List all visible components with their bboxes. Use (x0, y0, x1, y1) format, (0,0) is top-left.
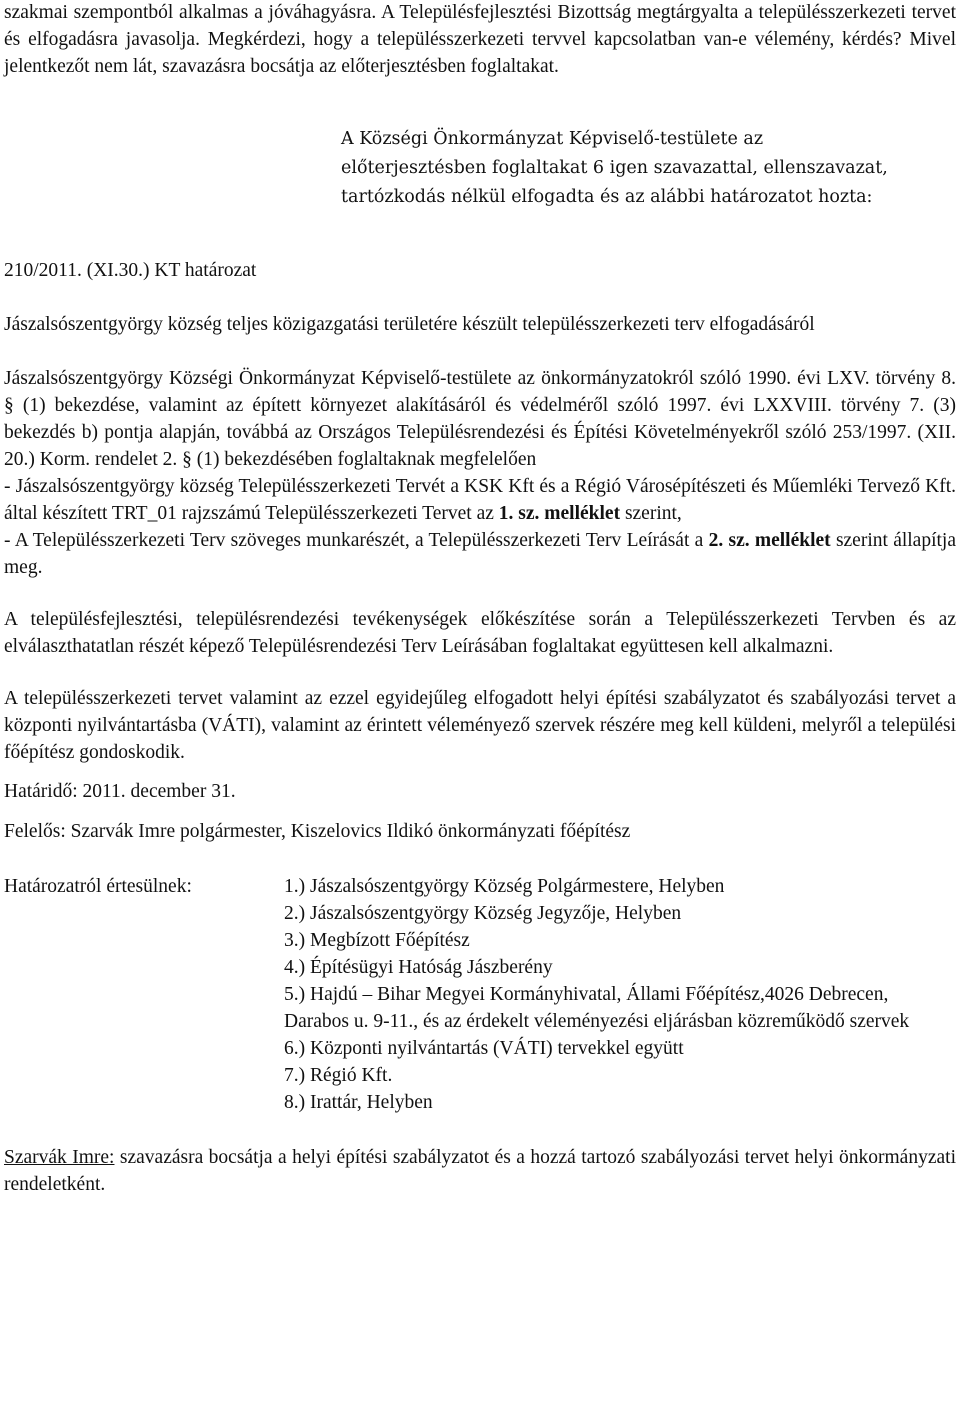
decision-body (4, 365, 956, 581)
decision-item-1: - Jászalsószentgyörgy község Településszerkezeti Tervét a KSK Kft és a Régió Városépítészeti és Műemléki Tervező Kft. által készített TRT_01 rajzszámú Településszerkezeti Tervet az 1. sz. melléklet szerint, (4, 476, 956, 524)
list-item: 3.) Megbízott Főépítész (284, 930, 470, 951)
list-item: 1.) Jászalsószentgyörgy Község Polgármestere, Helyben (284, 876, 725, 897)
deadline: Határidő: 2011. december 31. (4, 781, 236, 802)
decision-subject: Jászalsószentgyörgy község teljes közigazgatási területére készült településszerkezeti terv elfogadásáról (4, 314, 815, 335)
annex-2-ref: 2. sz. melléklet (708, 530, 831, 551)
closing-text: szavazásra bocsátja a helyi építési szabályzatot és a hozzá tartozó szabályozási tervet helyi önkormányzati rendeletként. (4, 1147, 956, 1195)
decision-number: 210/2011. (XI.30.) KT határozat (4, 260, 257, 281)
closing-paragraph (4, 1144, 956, 1198)
list-item: 5.) Hajdú – Bihar Megyei Kormányhivatal, Állami Főépítész,4026 Debrecen, Darabos u. 9-11., és az érdekelt véleményezési eljárásban közreműködő szervek (284, 984, 910, 1032)
annex-1-ref: 1. sz. melléklet (498, 503, 621, 524)
decision-preamble: Jászalsószentgyörgy Községi Önkormányzat Képviselő-testülete az önkormányzatokról szóló 1990. évi LXV. törvény 8. § (1) bekezdése, valamint az épített környezet alakításáról és védelméről szóló 1997. évi LXXVIII. törvény 7. (3) bekezdés b) pontja alapján, továbbá az Országos Településrendezési és Építési Követelményekről szóló 253/1997. (XII. 20.) Korm. rendelet 2. § (1) bekezdésében foglaltaknak megfelelően (4, 368, 956, 470)
document-page (4, 0, 956, 1198)
intro-text: A Településfejlesztési Bizottság megtárgyalta a településszerkezeti tervet és elfogadásra javasolja. Megkérdezi, hogy a településszerkezeti tervvel kapcsolatban van-e vélemény, kérdés? Mivel jelentkezőt nem lát, szavazásra bocsátja az előterjesztésben foglaltakat. (4, 2, 956, 77)
recipients-block (4, 873, 956, 1116)
intro-line-start: szakmai szempontból alkalmas a jóváhagyásra. (4, 2, 381, 23)
list-item: 7.) Régió Kft. (284, 1065, 393, 1086)
recipients-label: Határozatról értesülnek: (4, 876, 192, 897)
decision-item-2: - A Településszerkezeti Terv szöveges munkarészét, a Településszerkezeti Terv Leírását a 2. sz. melléklet szerint állapítja meg. (4, 530, 956, 578)
responsible: Felelős: Szarvák Imre polgármester, Kiszelovics Ildikó önkormányzati főépítész (4, 821, 631, 842)
intro-paragraph (4, 0, 956, 80)
list-item: 6.) Központi nyilvántartás (VÁTI) tervekkel együtt (284, 1038, 684, 1059)
list-item: 2.) Jászalsószentgyörgy Község Jegyzője, Helyben (284, 903, 682, 924)
vote-result: A Községi Önkormányzat Képviselő-testülete az előterjesztésben foglaltakat 6 igen szavazattal, ellenszavazat, tartózkodás nélkül elfogadta és az alábbi határozatot hozta: (341, 129, 888, 207)
submission-paragraph: A településszerkezeti tervet valamint az ezzel egyidejűleg elfogadott helyi építési szabályzatot és szabályozási tervet a központi nyilvántartásba (VÁTI), valamint az érintett véleményező szervek részére meg kell küldeni, melyről a települési főépítész gondoskodik. (4, 688, 956, 763)
list-item: 8.) Irattár, Helyben (284, 1092, 433, 1113)
application-paragraph: A településfejlesztési, településrendezési tevékenységek előkészítése során a Településszerkezeti Tervben és az elválaszthatatlan részét képező Településrendezési Terv Leírásában foglaltakat együttesen kell alkalmazni. (4, 609, 956, 657)
recipients-list (284, 873, 944, 1116)
list-item: 4.) Építésügyi Hatóság Jászberény (284, 957, 553, 978)
speaker-name: Szarvák Imre: (4, 1147, 115, 1168)
